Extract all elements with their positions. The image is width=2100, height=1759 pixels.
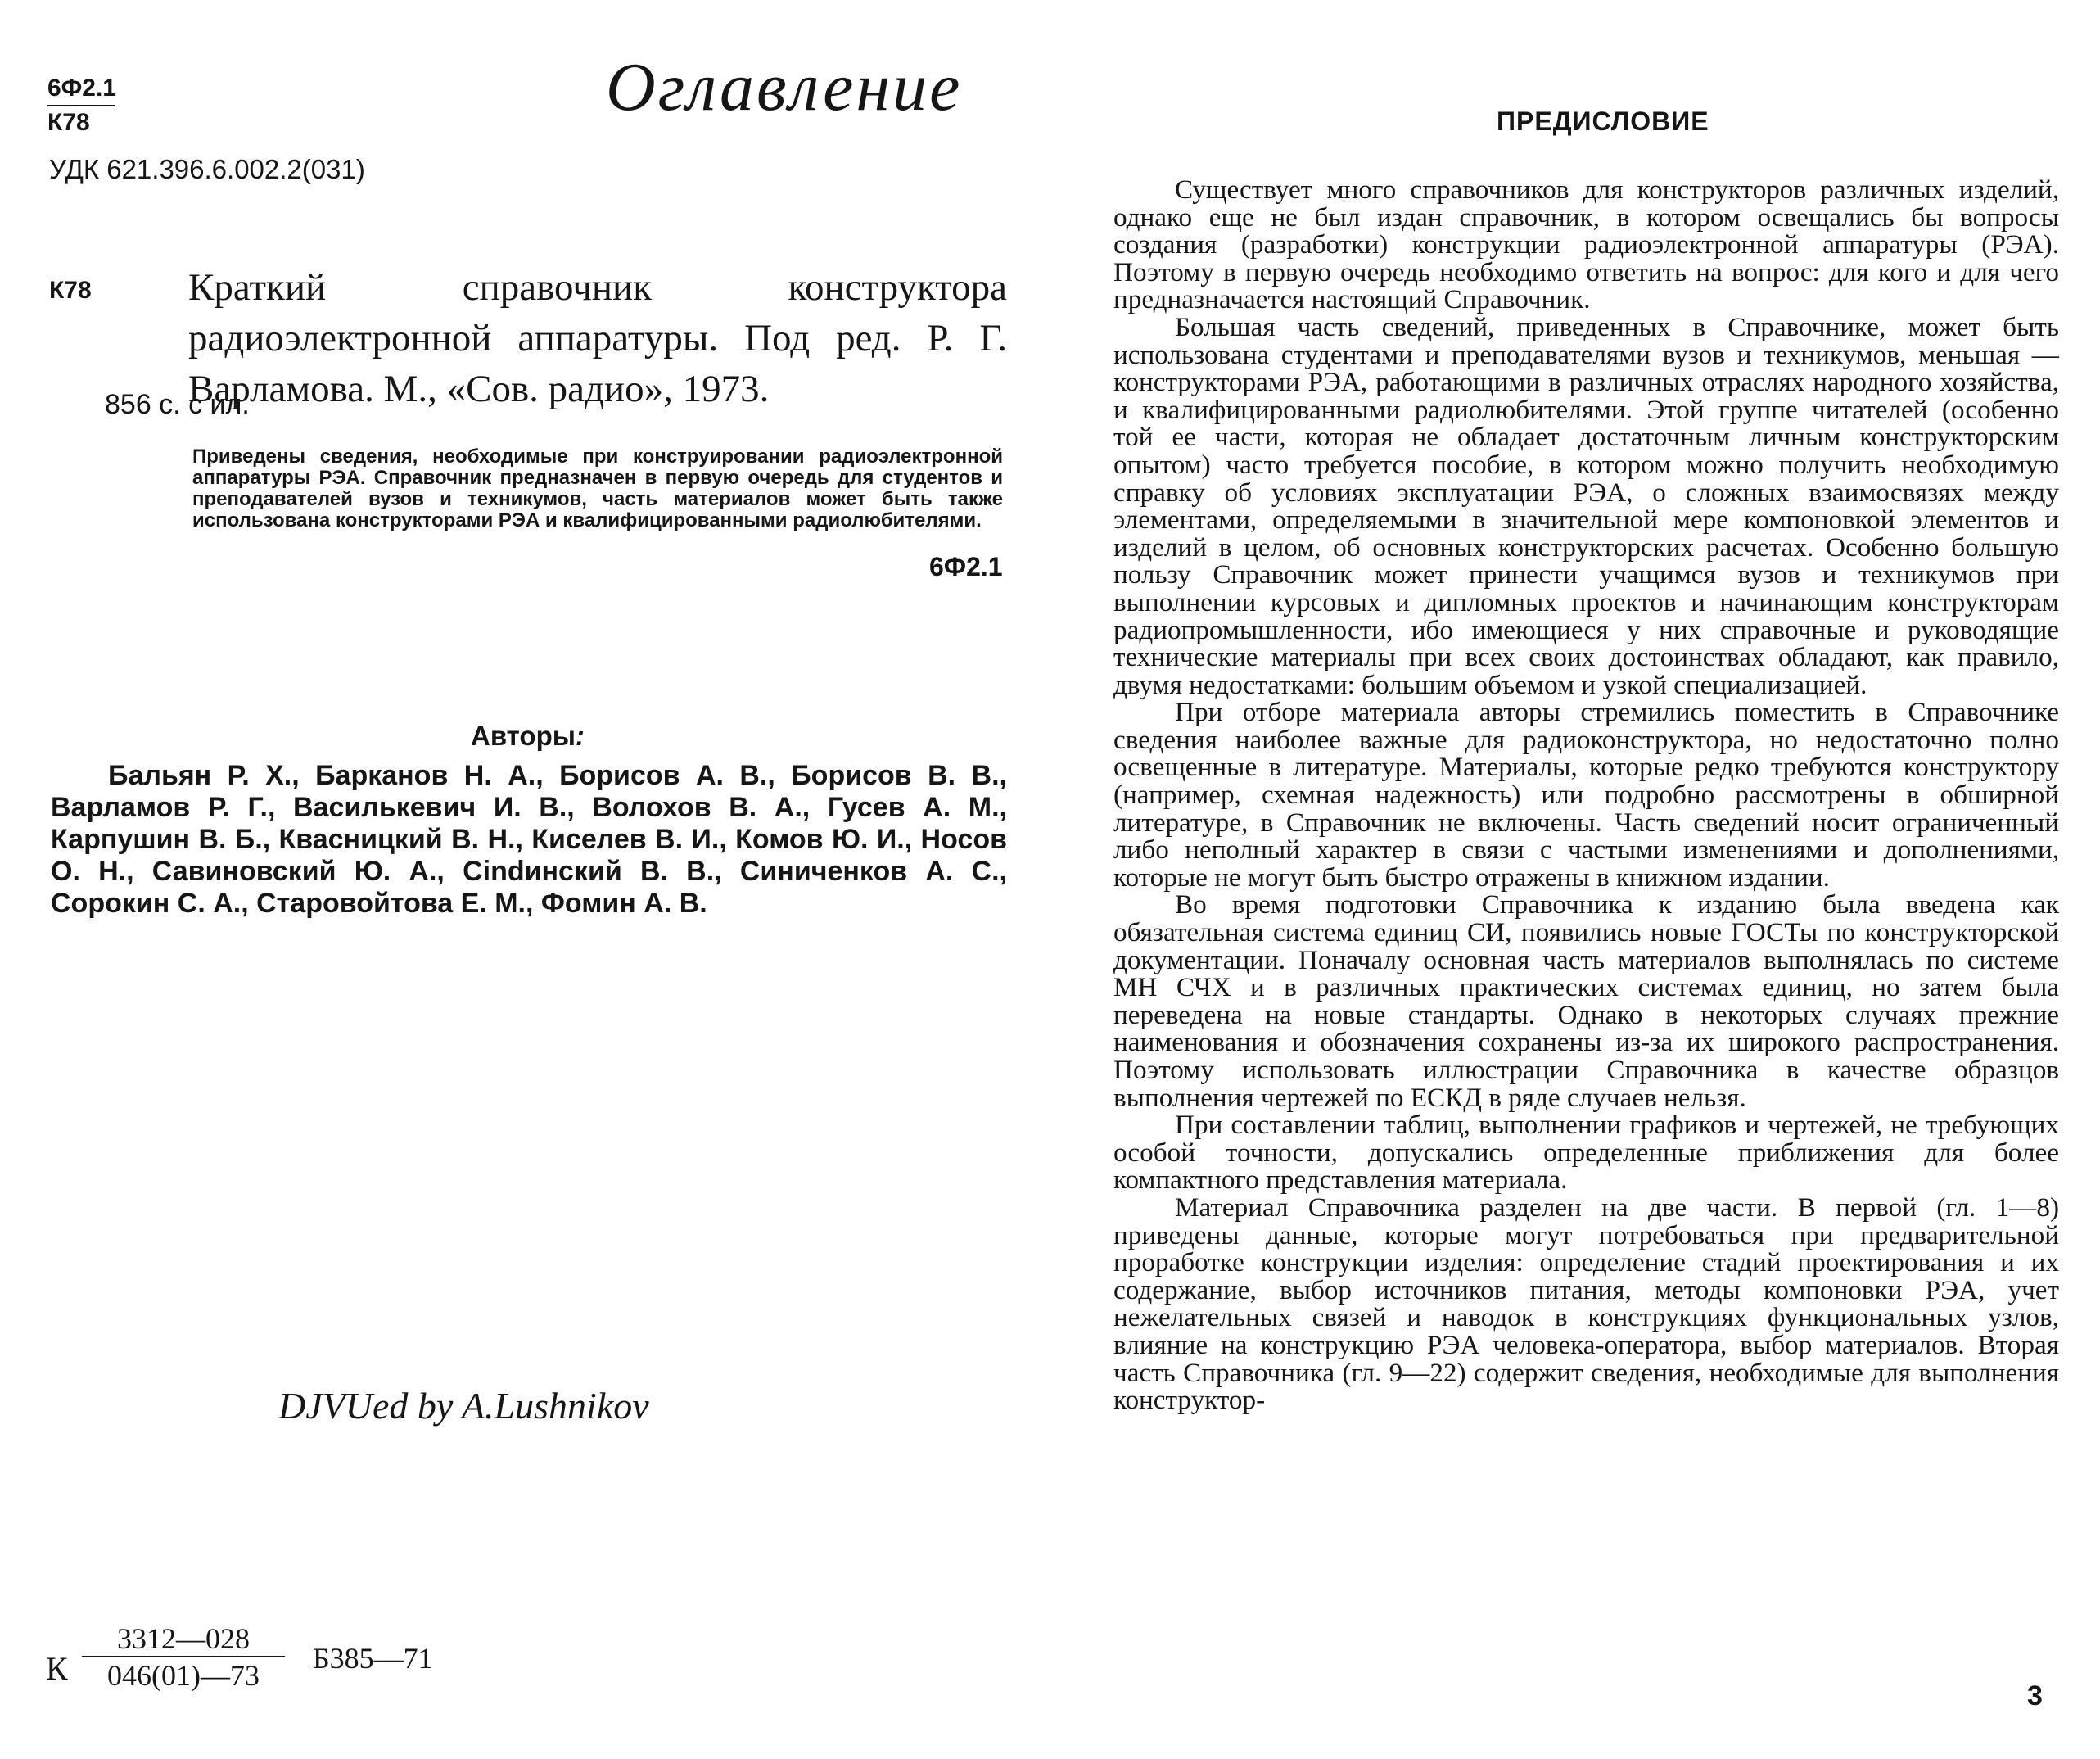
annotation: Приведены сведения, необходимые при конструировании радиоэлектронной аппаратуры РЭА. Справочник предназначен в первую очередь для студентов и преподавателей вузов и техникумов, часть материалов может быть также использована конструкторами РЭА и квалифицированными радиолюбителями. [192,445,1003,531]
paragraph: При составлении таблиц, выполнении графиков и чертежей, не требующих особой точности, допускались определенные приближения для более компактного представления материала. [1113,1110,2059,1196]
bbk-bottom: К78 [47,109,90,136]
page-title: Оглавление [606,49,963,125]
pages-info: 856 с. с ил. [105,389,250,420]
paragraph: Во время подготовки Справочника к изданию была введена как обязательная система единиц СИ, появились новые ГОСТы по конструкторской документации. Поначалу основная часть материалов выполнялась по системе МН СЧХ и в различных практических системах единиц, но затем была переведена на новые стандарты. Однако в некоторых случаях прежние наименования и обозначения сохранены из-за их широкого распространения. Поэтому использовать иллюстрации Справочника в качестве образцов выполнения чертежей по ЕСКД в ряде случаев нельзя. [1113,889,2059,1113]
bbk-index: 6Ф2.1 [929,552,1003,581]
code-numerator: 3312—028 [82,1621,285,1657]
code-fraction [82,1621,285,1693]
authors-heading-text: Авторы [471,721,576,751]
authors-heading [471,721,585,752]
catalog-code: К78 [49,277,92,304]
paragraph: Существует много справочников для конструкторов различных изделий, однако еще не был издан справочник, в котором освещались бы вопросы создания (разработки) конструкции радиоэлектронной аппаратуры (РЭА). Поэтому в первую очередь необходимо ответить на вопрос: для кого и для чего предназначается настоящий Справочник. [1113,174,2059,315]
page-number: 3 [2027,1680,2043,1712]
authors-list: Бальян Р. Х., Барканов Н. А., Борисов А. В., Борисов В. В., Варламов Р. Г., Василькевич И. В., Волохов В. А., Гусев А. М., Карпушин В. Б., Квасницкий В. Н., Киселев В. И., Комов Ю. И., Носов О. Н., Савиновский Ю. А., Сindинский В. В., Синиченков А. С., Сорокин С. А., Старовойтова Е. М., Фомин А. В. [51,760,1007,919]
code-k: К [46,1650,68,1687]
paragraph: При отборе материала авторы стремились поместить в Справочнике сведения наиболее важные для радиоконструктора, но недостаточно полно освещенные в литературе. Материалы, которые редко требуются конструктору (например, схемная надежность) или подробно рассмотрены в обширной литературе, в Справочник не включены. Часть сведений носит ограниченный либо неполный характер в связи с частыми изменениями и дополнениями, которые не могут быть быстро отражены в книжном издании. [1113,697,2059,893]
scan-credit: DJVUed by A.Lushnikov [278,1385,649,1427]
paragraph: Материал Справочника разделен на две части. В первой (гл. 1—8) приведены данные, которые могут потребоваться при предварительной проработке конструкции изделия: определение стадий проектирования и их содержание, выбор источников питания, методы компоновки РЭА, учет нежелательных связей и наводок в конструкциях функциональных узлов, влияние на конструкцию РЭА человека-оператора, выбор материалов. Вторая часть Справочника (гл. 9—22) содержит сведения, необходимые для выполнения конструктор- [1113,1192,2059,1416]
code-denominator: 046(01)—73 [107,1659,260,1692]
book-entry: Краткий справочник конструктора радиоэлектронной аппаратуры. Под ред. Р. Г. Варламова. М., «Сов. радио», 1973. [188,266,1007,410]
udk-code: УДК 621.396.6.002.2(031) [49,154,365,184]
bbk-top: 6Ф2.1 [47,74,115,106]
paragraph: Большая часть сведений, приведенных в Справочнике, может быть использована студентами и преподавателями вузов и техникумов, меньшая — конструкторами РЭА, работающими в различных отраслях народного хозяйства, и квалифицированными радиолюбителями. Этой группе читателей (особенно той ее части, которая не обладает достаточным личным конструкторским опытом) часто требуется пособие, в котором можно получить необходимую справку об условиях эксплуатации РЭА, о сложных взаимосвязях между элементами, определяемыми в значительной мере компоновкой элементов и изделий в целом, об основных конструкторских расчетах. Особенно большую пользу Справочник может принести учащимся вузов и техникумов при выполнении курсовых и дипломных проектов и начинающим конструкторам радиопромышленности, ибо имеющиеся у них справочные и руководящие технические материалы при всех своих достоинствах обладают, как правило, двумя недостатками: большим объемом и узкой специализацией. [1113,311,2059,700]
authors-heading-colon: : [575,721,585,751]
bbk-classification [47,74,115,138]
code-right: Б385—71 [313,1642,433,1675]
preface-heading: ПРЕДИСЛОВИЕ [1497,106,1709,136]
preface-body [1113,176,2059,1414]
